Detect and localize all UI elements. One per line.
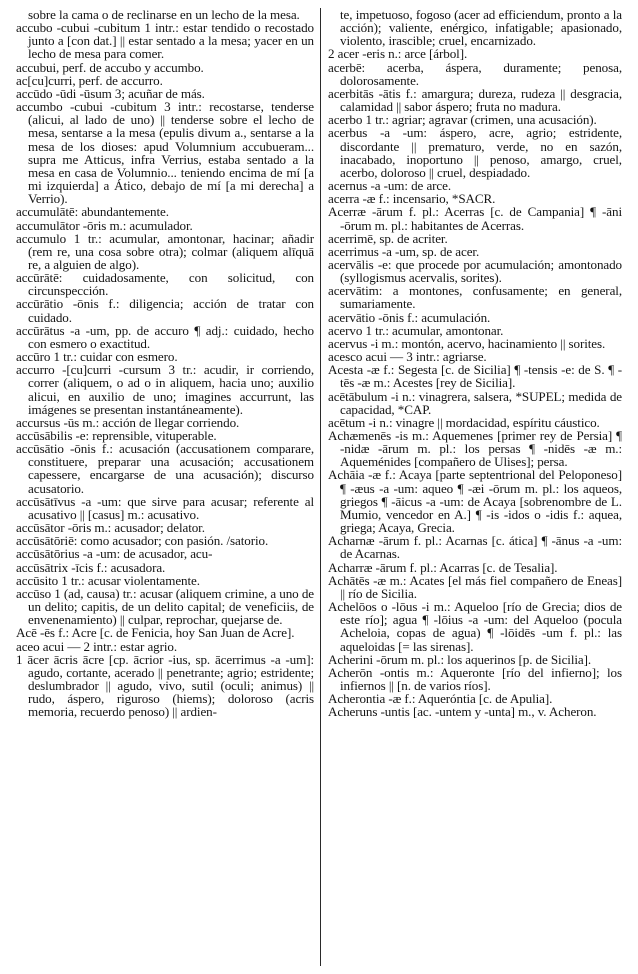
- dictionary-entry: 1 ācer ācris ācre [cp. ācrior -ius, sp. ācerrimus -a -um]: agudo, cortante, acerado || penetrante; agrio; estridente; deslumbrador || agudo, vivo, sutil (oculi; animus) || rudo, áspero, riguroso (hiems); doloroso (acris memoria, recuerdo penoso) || ardien-: [16, 651, 314, 720]
- dictionary-entry: accūsābilis -e: reprensible, vituperable.: [16, 428, 217, 443]
- dictionary-entry: acerbo 1 tr.: agriar; agravar (crimen, una acusación).: [328, 112, 597, 128]
- dictionary-entry: Achelōos o -lōus -i m.: Aqueloo [río de Grecia; dios de este río]; agua ¶ -lōius -a -um: del Aqueloo (pocula Acheloia, copas de agua) ¶ -lōidēs -um f. pl.: las aqueloidas [= las sirenas].: [328, 599, 622, 654]
- dictionary-entry: accubui, perf. de accubo y accumbo.: [16, 59, 204, 75]
- dictionary-entry: acervālis -e: que procede por acumulación; amontonado (syllogismus acervalis, sorites).: [328, 256, 622, 286]
- dictionary-entry: Achāia -æ f.: Acaya [parte septentrional del Peloponeso] ¶ -æus -a -um: aqueo ¶ -æi -ōrum m. pl.: los aqueos, griegos ¶ -āicus -a -um: de Acaya [sobrenombre de L. Mumio, vencedor en A.] ¶ -is -idos o -idis f.: aquea, griega; Acaya, Grecia.: [328, 467, 622, 536]
- dictionary-entry: acerra -æ f.: incensario, *SACR.: [328, 191, 496, 207]
- dictionary-entry: Acharræ -ārum f. pl.: Acarras [c. de Tesalia].: [328, 559, 558, 575]
- dictionary-entry: accūsātio -ōnis f.: acusación (accusationem comparare, constituere, preparar una acusación; accusationem capessere, encargarse de una acusación); discurso acusatorio.: [16, 441, 314, 496]
- dictionary-entry: acerbitās -ātis f.: amargura; dureza, rudeza || desgracia, calamidad || sabor áspero; fruta no madura.: [328, 85, 622, 115]
- dictionary-entry: Acherōn -ontis m.: Aqueronte [río del infierno]; los infiernos || [n. de varios ríos].: [328, 664, 622, 693]
- dictionary-entry: acerbus -a -um: áspero, acre, agrio; estridente, discordante || prematuro, verde, no en sazón, inacabado, inoportuno || penoso, amargo, cruel, acerbo, doloroso || cruel, despiadado.: [328, 125, 622, 180]
- dictionary-entry: Achātēs -æ m.: Acates [el más fiel compañero de Eneas] || río de Sicilia.: [328, 572, 622, 601]
- dictionary-entry: accūsātōriē: como acusador; con pasión. /satorio.: [16, 533, 269, 549]
- dictionary-entry: accursus -ūs m.: acción de llegar corriendo.: [16, 414, 240, 430]
- dictionary-entry: Acharnæ -ārum f. pl.: Acarnas [c. ática] ¶ -ānus -a -um: de Acarnas.: [328, 533, 622, 562]
- dictionary-entry: 2 acer -eris n.: arce [árbol].: [328, 46, 468, 62]
- dictionary-entry: accūsātīvus -a -um: que sirve para acusar; referente al acusativo || [casus] m.: acusativo.: [16, 493, 314, 522]
- dictionary-entry: acervātim: a montones, confusamente; en general, sumariamente.: [328, 283, 622, 312]
- dictionary-entry: aceo acui — 2 intr.: estar agrio.: [16, 638, 178, 654]
- dictionary-entry: acesco acui — 3 intr.: agriarse.: [328, 349, 487, 365]
- dictionary-entry: accumbo -cubui -cubitum 3 intr.: recostarse, tenderse (alicui, al lado de uno) || tenderse sobre el lecho de mesa, sentarse a la mesa (epulis divum a., sentarse a la mesa de los dioses: apud Volumnium accubueram... supra me Atticus, infra Verrius, estaba sentado a la mesa en casa de Volumnio... teniendo encima de mí [a mi izquierda] a Ático, debajo de mí [a mi derecha] a Verrio).: [16, 99, 314, 207]
- dictionary-entry: Acheruns -untis [ac. -untem y -unta] m., v. Acheron.: [328, 704, 597, 720]
- left-column: [16, 8, 314, 970]
- dictionary-entry: Acherontia -æ f.: Aqueróntia [c. de Apulia].: [328, 691, 553, 707]
- dictionary-entry: acerrimē, sp. de acriter.: [328, 230, 448, 246]
- dictionary-entry: Achæmenēs -is m.: Aquemenes [primer rey de Persia] ¶ -nidæ -ārum m. pl.: los persas ¶ -nidēs -æ m.: Aqueménides [compañero de Ulises]; persa.: [328, 428, 622, 470]
- entry-continuation: te, impetuoso, fogoso (acer ad efficiendum, pronto a la acción); valiente, enérgico, infatigable; apasionado, violento, irascible; cruel, encarnizado.: [340, 8, 622, 49]
- dictionary-entry: accūdo -ūdi -ūsum 3; acuñar de más.: [16, 85, 205, 101]
- dictionary-entry: accūsito 1 tr.: acusar violentamente.: [16, 572, 200, 588]
- dictionary-entry: accūsātōrius -a -um: de acusador, acu-: [16, 546, 213, 562]
- dictionary-entry: accumulātē: abundantemente.: [16, 204, 169, 220]
- dictionary-entry: acervātio -ōnis f.: acumulación.: [328, 309, 491, 325]
- dictionary-entry: acerrimus -a -um, sp. de acer.: [328, 243, 480, 259]
- dictionary-entry: accurro -[cu]curri -cursum 3 tr.: acudir, ir corriendo, correr (aliquem, o ad o in aliquem, hacia uno; auxilio alicui, en auxilio de uno; imagines accurrunt, las imágenes se presentan instantáneamente).: [16, 362, 314, 417]
- dictionary-entry: acernus -a -um: de arce.: [328, 178, 452, 194]
- entry-continuation: sobre la cama o de reclinarse en un lecho de la mesa.: [28, 8, 300, 22]
- dictionary-entry: accumulātor -ōris m.: acumulador.: [16, 217, 193, 233]
- dictionary-entry: accubo -cubui -cubitum 1 intr.: estar tendido o recostado junto a [con dat.] || estar sentado a la mesa; yacer en un lecho de mesa para comer.: [16, 20, 314, 62]
- dictionary-entry: Acherini -ōrum m. pl.: los aquerinos [p. de Sicilia].: [328, 651, 592, 667]
- dictionary-entry: Acesta -æ f.: Segesta [c. de Sicilia] ¶ -tensis -e: de S. ¶ -tēs -æ m.: Acestes [rey de Sicilia].: [328, 362, 622, 391]
- dictionary-entry: accumulo 1 tr.: acumular, amontonar, hacinar; añadir (rem re, una cosa sobre otra); colmar (aliquem alīquā re, a alguien de algo).: [16, 230, 314, 272]
- dictionary-entry: accūso 1 (ad, causa) tr.: acusar (aliquem crimine, a uno de un delito; capitis, de un delito capital; de veneficiis, de envenenamiento) || culpar, reprochar, quejarse de.: [16, 585, 314, 628]
- dictionary-entry: accūrātus -a -um, pp. de accuro ¶ adj.: cuidado, hecho con esmero o exactitud.: [16, 322, 314, 351]
- dictionary-entry: Acerræ -ārum f. pl.: Acerras [c. de Campania] ¶ -āni -ōrum m. pl.: habitantes de Acerras.: [328, 204, 622, 233]
- dictionary-entry: acervo 1 tr.: acumular, amontonar.: [328, 322, 504, 338]
- dictionary-entry: accūsātrix -īcis f.: acusadora.: [16, 559, 166, 575]
- dictionary-entry: acētābulum -i n.: vinagrera, salsera, *SUPEL; medida de capacidad, *CAP.: [328, 388, 622, 417]
- dictionary-entry: accūsātor -ōris m.: acusador; delator.: [16, 520, 205, 536]
- right-column: [328, 8, 622, 970]
- dictionary-entry: acervus -i m.: montón, acervo, hacinamiento || sorites.: [328, 335, 606, 351]
- dictionary-entry: accūro 1 tr.: cuidar con esmero.: [16, 349, 178, 365]
- column-divider: [320, 8, 321, 966]
- dictionary-entry: accūrātio -ōnis f.: diligencia; acción de tratar con cuidado.: [16, 296, 314, 325]
- dictionary-entry: acerbē: acerba, áspera, duramente; penosa, dolorosamente.: [328, 59, 622, 88]
- dictionary-entry: acētum -i n.: vinagre || mordacidad, espíritu cáustico.: [328, 414, 600, 430]
- dictionary-entry: accūrātē: cuidadosamente, con solicitud, con circunspección.: [16, 270, 314, 299]
- dictionary-entry: Acē -ēs f.: Acre [c. de Fenicia, hoy San Juan de Acre].: [16, 625, 295, 641]
- dictionary-entry: ac[cu]curri, perf. de accurro.: [16, 72, 163, 88]
